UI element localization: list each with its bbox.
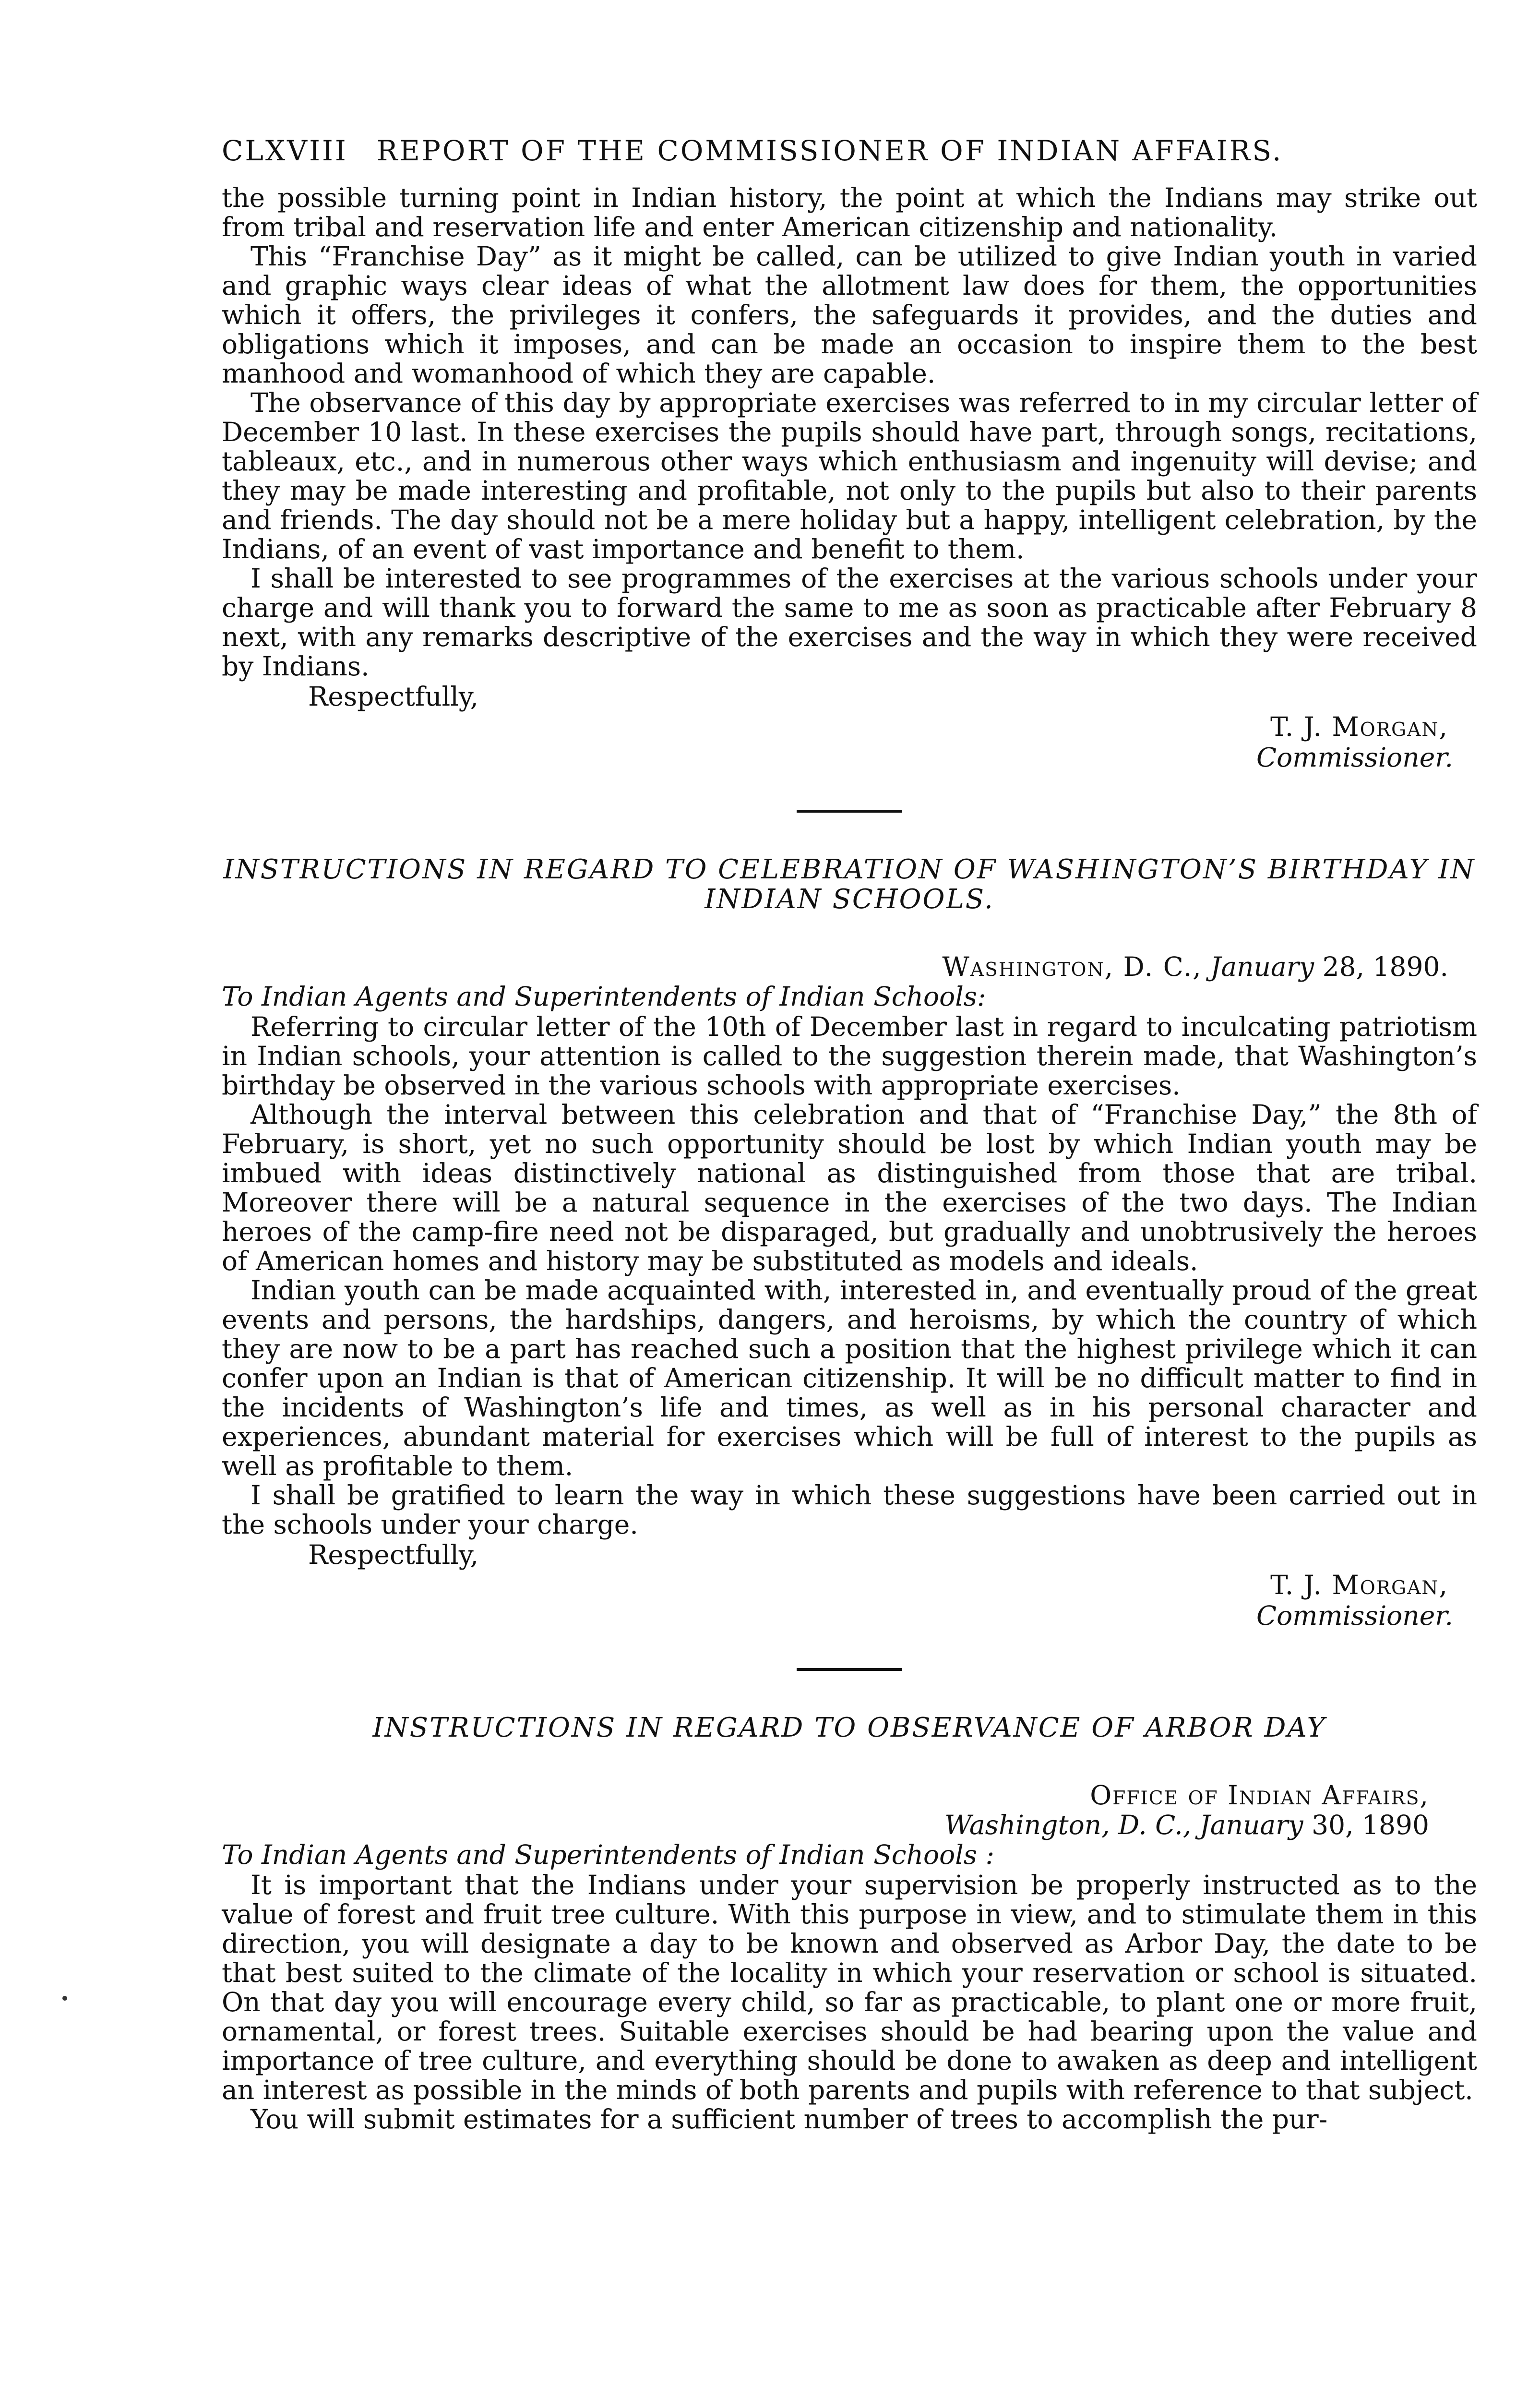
section-title: INSTRUCTIONS IN REGARD TO OBSERVANCE OF ARBOR DAY — [372, 1712, 1326, 1743]
document-page — [222, 125, 1477, 2134]
page-folio: CLXVIII — [222, 134, 348, 167]
signature-name: T. J. Morgan, — [1270, 1570, 1448, 1600]
dateline-place: Washington, D. C., — [942, 951, 1202, 982]
dateline — [222, 952, 1448, 982]
paragraph: I shall be gratified to learn the way in which these suggestions have been carried out in the schools under your charge. — [222, 1480, 1477, 1540]
section-divider — [797, 810, 902, 813]
office-name: Office of Indian Affairs, — [1090, 1780, 1429, 1811]
office-day: 30, 1890 — [1312, 1810, 1429, 1840]
paragraph: Referring to circular letter of the 10th of December last in regard to inculcating patriotism in Indian schools, your attention is called to the suggestion therein made, that Washington’s birthday be observed in the various schools with appropriate exercises. — [222, 1011, 1477, 1101]
signature-title: Commissioner. — [1256, 1600, 1453, 1631]
salutation: To Indian Agents and Superintendents of Indian Schools : — [222, 1839, 995, 1870]
signature-block — [222, 1570, 1453, 1631]
signature-name: T. J. Morgan, — [1270, 711, 1448, 742]
paragraph: Indian youth can be made acquainted with, interested in, and eventually proud of the great events and persons, the hardships, dangers, and heroisms, by which the country of which they are now to be a part has reached such a position that the highest privilege which it can confer upon an Indian is that of American citizenship. It will be no difficult matter to find in the incidents of Washington’s life and times, as well as in his personal character and experiences, abundant material for exercises which will be full of interest to the pupils as well as profitable to them. — [222, 1275, 1477, 1481]
closing: Respectfully, — [308, 681, 479, 712]
running-header — [222, 134, 1477, 167]
closing: Respectfully, — [308, 1539, 479, 1570]
paragraph: I shall be interested to see programmes of the exercises at the various schools under your charge and will thank you to forward the same to me as soon as practicable after February 8 next, with any remarks descriptive of the exercises and the way in which they were received by Indians. — [222, 563, 1477, 682]
section-title: INSTRUCTIONS IN REGARD TO CELEBRATION OF WASHINGTON’S BIRTHDAY IN INDIAN SCHOOLS. — [223, 854, 1476, 915]
washington-birthday-letter — [222, 855, 1477, 1631]
paragraph: The observance of this day by appropriate exercises was referred to in my circular letter of December 10 last. In these exercises the pupils should have part, through songs, recitations, tableaux, etc., and in numerous other ways which enthusiasm and ingenuity will devise; and they may be made interesting and profitable, not only to the pupils but also to their parents and friends. The day should not be a mere holiday but a happy, intelligent celebration, by the Indians, of an event of vast importance and benefit to them. — [222, 387, 1477, 564]
paragraph: Although the interval between this celebration and that of “Franchise Day,” the 8th of February, is short, yet no such opportunity should be lost by which Indian youth may be imbued with ideas distinctively national as distinguished from those that are tribal. Moreover there will be a natural sequence in the exercises of the two days. The Indian heroes of the camp-fire need not be disparaged, but gradually and unobtrusively the heroes of American homes and history may be substituted as models and ideals. — [222, 1099, 1477, 1276]
paragraph: It is important that the Indians under your supervision be properly instructed as to the value of forest and fruit tree culture. With this purpose in view, and to stimulate them in this direction, you will designate a day to be known and observed as Arbor Day, the date to be that best suited to the climate of the locality in which your reservation or school is situated. On that day you will encourage every child, so far as practicable, to plant one or more fruit, ornamental, or forest trees. Suitable exercises should be had bearing upon the value and importance of tree culture, and everything should be done to awaken as deep and intelligent an interest as possible in the minds of both parents and pupils with reference to that subject. — [222, 1870, 1477, 2105]
scan-speck — [62, 1996, 67, 2001]
franchise-day-letter — [222, 183, 1477, 772]
dateline-day: 28, 1890. — [1322, 951, 1448, 982]
dateline-month: January — [1210, 951, 1314, 982]
office-heading — [222, 1780, 1429, 1840]
signature-title: Commissioner. — [1256, 742, 1453, 773]
signature-block — [222, 711, 1453, 773]
paragraph: the possible turning point in Indian history, the point at which the Indians may strike out from tribal and reservation life and enter American citizenship and nationality. — [222, 182, 1477, 242]
arbor-day-letter — [222, 1713, 1477, 2134]
report-title: REPORT OF THE COMMISSIONER OF INDIAN AFFAIRS. — [376, 134, 1283, 167]
paragraph: This “Franchise Day” as it might be called, can be utilized to give Indian youth in varied and graphic ways clear ideas of what the allotment law does for them, the opportunities which it offers, the privileges it confers, the safeguards it provides, and the duties and obligations which it imposes, and can be made an occasion to inspire them to the best manhood and womanhood of which they are capable. — [222, 241, 1477, 389]
paragraph: You will submit estimates for a sufficient number of trees to accomplish the pur- — [251, 2104, 1328, 2135]
section-divider — [797, 1668, 902, 1671]
office-dateline — [222, 1810, 1429, 1840]
salutation: To Indian Agents and Superintendents of Indian Schools: — [222, 981, 986, 1012]
office-place: Washington, D. C., January — [944, 1810, 1303, 1840]
